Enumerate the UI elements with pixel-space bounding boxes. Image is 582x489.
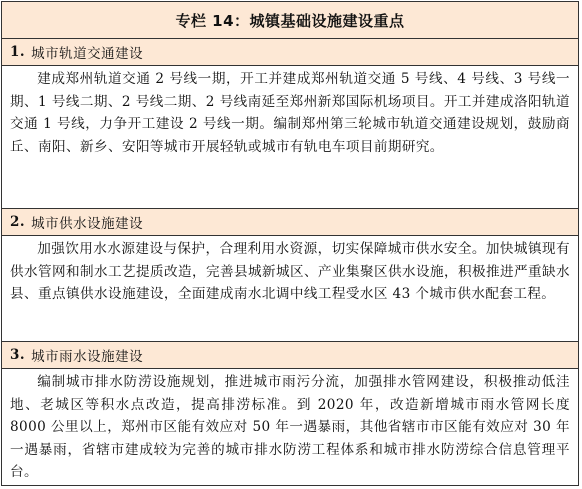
section-heading	[2, 209, 578, 236]
section-heading	[2, 342, 578, 369]
section-number: 1.	[10, 44, 26, 60]
column-box	[1, 1, 579, 486]
section-number: 2.	[10, 214, 26, 230]
section-number: 3.	[10, 347, 26, 363]
section-urban-rail	[2, 39, 578, 209]
section-title: 城市轨道交通建设	[31, 46, 144, 62]
section-body: 加强饮用水水源建设与保护，合理利用水资源，切实保障城市供水安全。加快城镇现有供水管网和制水工艺提质改造，完善县城新城区、产业集聚区供水设施，积极推进严重缺水县、重点镇供水设施建设，全面建成南水北调中线工程受水区 43 个城市供水配套工程。	[10, 241, 570, 302]
section-stormwater	[2, 342, 578, 487]
section-heading	[2, 39, 578, 66]
section-body: 建成郑州轨道交通 2 号线一期，开工并建成郑州轨道交通 5 号线、4 号线、3 号线一期、1 号线二期、2 号线二期、2 号线南延至郑州新郑国际机场项目。开工并建成洛阳轨道交通 1 号线，力争开工建设 2 号线一期。编制郑州第三轮城市轨道交通建设规划，鼓励商丘、南阳、新乡、安阳等城市开展轻轨或城市有轨电车项目前期研究。	[10, 71, 570, 155]
section-body: 编制城市排水防涝设施规划，推进城市雨污分流，加强排水管网建设，积极推动低洼地、老城区等积水点改造，提高排涝标准。到 2020 年，改造新增城市雨水管网长度 8000 公里以上，郑州市区能有效应对 50 年一遇暴雨，其他省辖市市区能有效应对 30 年一遇暴雨，省辖市建成较为完善的城市排水防涝工程体系和城市排水防涝综合信息管理平台。	[10, 374, 570, 480]
section-title: 城市供水设施建设	[31, 216, 144, 232]
column-title: 专栏 14：城镇基础设施建设重点	[2, 2, 578, 39]
section-water-supply	[2, 209, 578, 342]
section-title: 城市雨水设施建设	[31, 349, 144, 365]
